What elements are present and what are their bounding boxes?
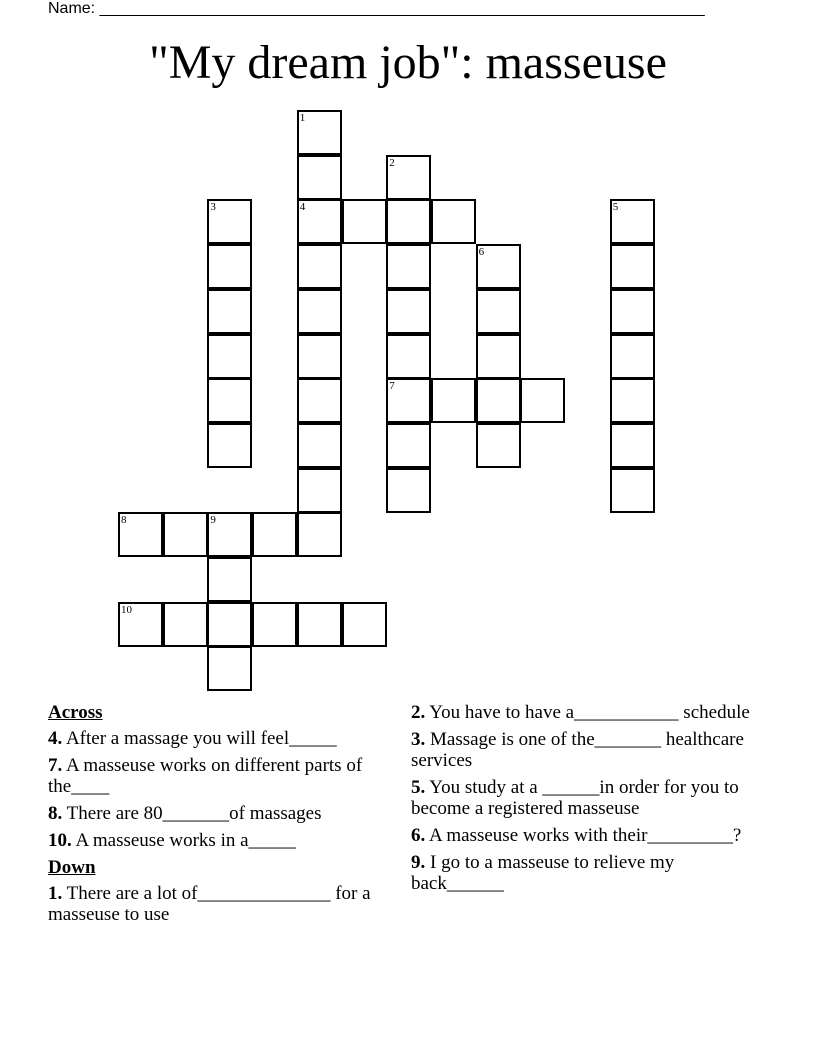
clue-item-text: There are a lot of______________ for a masseuse to use <box>48 883 371 925</box>
clue-item-number: 3. <box>411 729 426 750</box>
clue-item-number: 6. <box>411 825 426 846</box>
grid-cell[interactable] <box>163 602 208 647</box>
grid-cell[interactable] <box>386 334 431 379</box>
grid-cell[interactable] <box>386 155 431 200</box>
grid-cell[interactable] <box>297 244 342 289</box>
clue-item-number: 4. <box>48 728 63 749</box>
clue-item-number: 8. <box>48 803 63 824</box>
clue-item-text: I go to a masseuse to relieve my back______ <box>411 852 675 894</box>
clue-item <box>411 777 756 819</box>
clue-item-number: 5. <box>411 777 426 798</box>
clue-number: 6 <box>478 246 485 259</box>
clue-number: 3 <box>210 201 216 214</box>
grid-cell[interactable] <box>431 378 476 423</box>
grid-cell[interactable] <box>476 289 521 334</box>
grid-cell[interactable] <box>386 468 431 513</box>
grid-cell[interactable] <box>297 289 342 334</box>
page-title: "My dream job": masseuse <box>149 36 667 89</box>
clue-item <box>411 702 756 723</box>
clue-number: 2 <box>389 156 395 169</box>
clue-number: 1 <box>299 112 306 124</box>
grid-cell[interactable] <box>476 334 521 379</box>
grid-cell[interactable] <box>386 378 431 423</box>
grid-cell[interactable] <box>610 423 655 468</box>
grid-cell[interactable] <box>386 289 431 334</box>
grid-cell[interactable] <box>118 512 163 557</box>
grid-cell[interactable] <box>297 468 342 513</box>
grid-cell[interactable] <box>252 512 297 557</box>
grid-cell[interactable] <box>431 199 476 244</box>
grid-cell[interactable] <box>297 602 342 647</box>
clue-number: 5 <box>612 201 619 214</box>
grid-cell[interactable] <box>297 423 342 468</box>
grid-cell[interactable] <box>207 199 252 244</box>
clue-item-number: 2. <box>411 702 426 723</box>
grid-cell[interactable] <box>207 334 252 379</box>
grid-cell[interactable] <box>342 199 387 244</box>
grid-cell[interactable] <box>520 378 565 423</box>
clue-item-text: A masseuse works with their_________? <box>425 825 742 846</box>
grid-cell[interactable] <box>207 378 252 423</box>
down-clue-list <box>48 883 393 925</box>
clue-item <box>48 755 393 797</box>
grid-cell[interactable] <box>207 244 252 289</box>
clue-item <box>411 852 756 894</box>
grid-cell[interactable] <box>297 512 342 557</box>
grid-cell[interactable] <box>297 110 342 155</box>
grid-cell[interactable] <box>207 512 252 557</box>
clues-left-column <box>48 702 393 931</box>
clue-number: 7 <box>389 380 395 393</box>
across-clue-list <box>48 728 393 851</box>
grid-cell[interactable] <box>342 602 387 647</box>
grid-cell[interactable] <box>297 155 342 200</box>
clue-item-text: A masseuse works on different parts of the____ <box>48 755 363 797</box>
clue-item <box>48 803 393 824</box>
clue-item-text: You study at a ______in order for you to become a registered masseuse <box>411 777 739 819</box>
name-field[interactable]: Name: ____________________________________________________________________ <box>48 0 705 17</box>
clue-item-number: 9. <box>411 852 426 873</box>
clues-right-column <box>411 702 756 900</box>
grid-cell[interactable] <box>610 289 655 334</box>
grid-cell[interactable] <box>207 289 252 334</box>
grid-cell[interactable] <box>386 423 431 468</box>
clue-item-text: After a massage you will feel_____ <box>62 728 337 749</box>
clue-item <box>48 883 393 925</box>
grid-cell[interactable] <box>252 602 297 647</box>
clue-item-number: 1. <box>48 883 63 904</box>
clue-item <box>411 825 756 846</box>
grid-cell[interactable] <box>476 423 521 468</box>
clue-item-number: 7. <box>48 755 63 776</box>
grid-cell[interactable] <box>476 244 521 289</box>
grid-cell[interactable] <box>163 512 208 557</box>
grid-cell[interactable] <box>610 244 655 289</box>
grid-cell[interactable] <box>610 199 655 244</box>
across-heading: Across <box>48 702 103 723</box>
clue-item-text: A masseuse works in a_____ <box>71 830 297 851</box>
down-clue-list-continued <box>411 702 756 894</box>
down-heading: Down <box>48 857 96 878</box>
grid-cell[interactable] <box>207 423 252 468</box>
grid-cell[interactable] <box>207 646 252 691</box>
clue-item <box>48 830 393 851</box>
grid-cell[interactable] <box>297 334 342 379</box>
clue-item-number: 10. <box>48 830 72 851</box>
grid-cell[interactable] <box>297 378 342 423</box>
clue-item-text: Massage is one of the_______ healthcare services <box>411 729 744 771</box>
grid-cell[interactable] <box>610 334 655 379</box>
clue-item <box>48 728 393 749</box>
clue-number: 8 <box>121 514 127 527</box>
grid-cell[interactable] <box>386 199 431 244</box>
grid-cell[interactable] <box>386 244 431 289</box>
clue-number: 10 <box>121 603 132 616</box>
grid-cell[interactable] <box>610 468 655 513</box>
clue-item-text: You have to have a___________ schedule <box>425 702 750 723</box>
clue-item-text: There are 80_______of massages <box>62 803 322 824</box>
grid-cell[interactable] <box>207 602 252 647</box>
clue-item <box>411 729 756 771</box>
grid-cell[interactable] <box>476 378 521 423</box>
grid-cell[interactable] <box>610 378 655 423</box>
clue-number: 4 <box>299 201 306 214</box>
grid-cell[interactable] <box>297 199 342 244</box>
grid-cell[interactable] <box>207 557 252 602</box>
clue-number: 9 <box>210 514 216 527</box>
grid-cell[interactable] <box>118 602 163 647</box>
